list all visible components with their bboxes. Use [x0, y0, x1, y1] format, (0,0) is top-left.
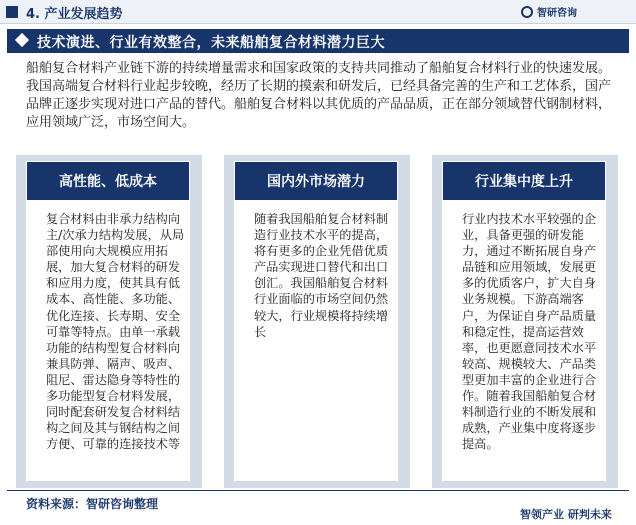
header-divider [0, 23, 636, 24]
brand-circle-icon [521, 6, 533, 18]
footer-divider [7, 490, 629, 491]
section-header [0, 0, 636, 24]
panel-high-performance [16, 155, 202, 488]
panel-title: 行业集中度上升 [475, 174, 573, 190]
panel-title-box [26, 161, 190, 201]
section-title: 4. 产业发展趋势 [26, 7, 123, 22]
panel-title-box [234, 161, 398, 201]
section-marker-icon [6, 6, 18, 18]
panel-market-potential [224, 155, 410, 488]
slogan: 智领产业 研判未来 [520, 508, 612, 521]
panel-concentration [432, 155, 618, 488]
panel-body [442, 201, 606, 481]
panel-text: 行业内技术水平较强的企业，具备更强的研发能力，通过不断拓展自身产品链和应用领域，发展更多的优质客户，扩大自身业务规模。下游高端客户，为保证自身产品质量和稳定性，提高运营效率，也更愿意同技术水平较高、规模较大、产品类型更加丰富的企业进行合作。随着我国船舶复合材料制造行业的不断发展和成熟，产业集中度将逐步提高。 [462, 212, 597, 452]
panel-body [26, 201, 190, 481]
banner-title: 技术演进、行业有效整合，未来船舶复合材料潜力巨大 [37, 35, 385, 51]
panel-title-box [442, 161, 606, 201]
brand-name: 智研咨询 [537, 8, 577, 19]
diamond-icon [15, 33, 29, 47]
panel-text: 复合材料由非承力结构向主/次承力结构发展，从局部使用向大规模应用拓展，加大复合材料的研发和应用力度，使其具有低成本、高性能、多功能、优化连接、长寿期、安全可靠等特点。由单一承载功能的结构型复合材料向兼具防弹、隔声、吸声、阻尼、雷达隐身等特性的多功能型复合材料发展，同时配套研发复合材料结构之间及其与钢结构之间方便、可靠的连接技术等 [46, 212, 185, 452]
panel-title: 高性能、低成本 [59, 174, 157, 190]
brand-logo [521, 4, 577, 19]
topic-banner [7, 29, 629, 53]
intro-paragraph: 船舶复合材料产业链下游的持续增量需求和国家政策的支持共同推动了船舶复合材料行业的快速发展。我国高端复合材料行业起步较晚，经历了长期的摸索和研发后，已经具备完善的生产和工艺体系，国产品牌正逐步实现对进口产品的替代。船舶复合材料以其优质的产品品质，正在部分领域替代钢制材料，应用领域广泛，市场空间大。 [26, 61, 612, 130]
source-note: 资料来源：智研咨询整理 [26, 497, 159, 511]
panel-body [234, 201, 398, 481]
panel-text: 随着我国船舶复合材料制造行业技术水平的提高，将有更多的企业凭借优质产品实现进口替代和出口创汇。我国船舶复合材料行业面临的市场空间仍然较大，行业规模将持续增长 [254, 212, 389, 339]
panel-title: 国内外市场潜力 [267, 174, 365, 190]
